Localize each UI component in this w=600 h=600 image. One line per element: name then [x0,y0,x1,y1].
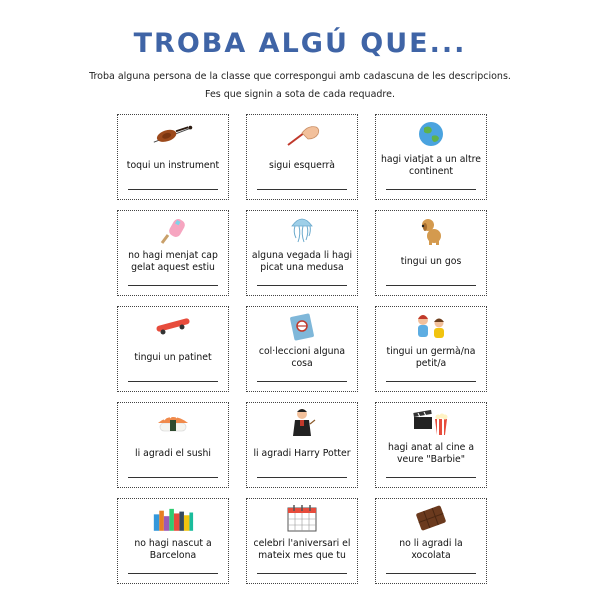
signature-line[interactable] [257,381,347,382]
signature-line[interactable] [128,189,218,190]
instructions-line-2: Fes que signin a sota de cada requadre. [205,89,395,100]
card-text: toqui un instrument [126,160,220,171]
globe-icon [410,120,452,148]
card-text: col·leccioni alguna cosa [258,346,346,369]
card-jellyfish [246,210,358,296]
card-sibling [375,306,487,392]
card-continent [375,114,487,200]
signature-line[interactable] [257,477,347,478]
card-text: tingui un gos [400,256,462,267]
card-harry-potter [246,402,358,488]
card-barbie [375,402,487,488]
card-text: celebri l'aniversari el mateix mes que tu [253,538,351,561]
signature-line[interactable] [128,381,218,382]
card-text: alguna vegada li hagi picat una medusa [251,250,353,273]
signature-line[interactable] [257,285,347,286]
card-text: tingui un germà/na petit/a [386,346,476,369]
card-text: li agradi el sushi [135,448,211,459]
card-text: hagi anat al cine a veure "Barbie" [387,442,475,465]
card-chocolate [375,498,487,584]
page-title: TROBA ALGÚ QUE... [133,28,467,59]
card-ice-cream [117,210,229,296]
card-dog [375,210,487,296]
signature-line[interactable] [386,573,476,574]
card-text: sigui esquerrà [268,160,335,171]
signature-line[interactable] [386,381,476,382]
card-barcelona [117,498,229,584]
card-text: hagi viatjat a un altre continent [381,154,481,177]
chocolate-icon [410,504,452,532]
card-text: tingui un patinet [134,352,212,363]
card-text: li agradi Harry Potter [253,448,351,459]
card-sushi [117,402,229,488]
card-birthday [246,498,358,584]
siblings-icon [410,312,452,340]
dog-icon [410,216,452,244]
card-text: no hagi nascut a Barcelona [134,538,212,561]
ice-cream-icon [152,216,194,244]
sushi-icon [152,408,194,436]
wizard-icon [281,408,323,436]
card-skateboard [117,306,229,392]
signature-line[interactable] [386,189,476,190]
card-instrument [117,114,229,200]
signature-line[interactable] [257,189,347,190]
signature-line[interactable] [257,573,347,574]
skateboard-icon [152,312,194,340]
city-skyline-icon [152,504,194,532]
cards-grid [117,114,487,576]
instructions-line-1: Troba alguna persona de la classe que correspongui amb cadascuna de les descripcions. [89,71,511,82]
collectible-card-icon [281,312,323,340]
calendar-icon [281,504,323,532]
signature-line[interactable] [128,285,218,286]
card-left-handed [246,114,358,200]
signature-line[interactable] [386,285,476,286]
card-collection [246,306,358,392]
signature-line[interactable] [128,477,218,478]
card-text: no hagi menjat cap gelat aquest estiu [128,250,218,273]
card-text: no li agradi la xocolata [399,538,463,561]
cinema-icon [410,408,452,436]
signature-line[interactable] [386,477,476,478]
violin-icon [152,120,194,148]
jellyfish-icon [281,216,323,244]
writing-hand-icon [281,120,323,148]
signature-line[interactable] [128,573,218,574]
